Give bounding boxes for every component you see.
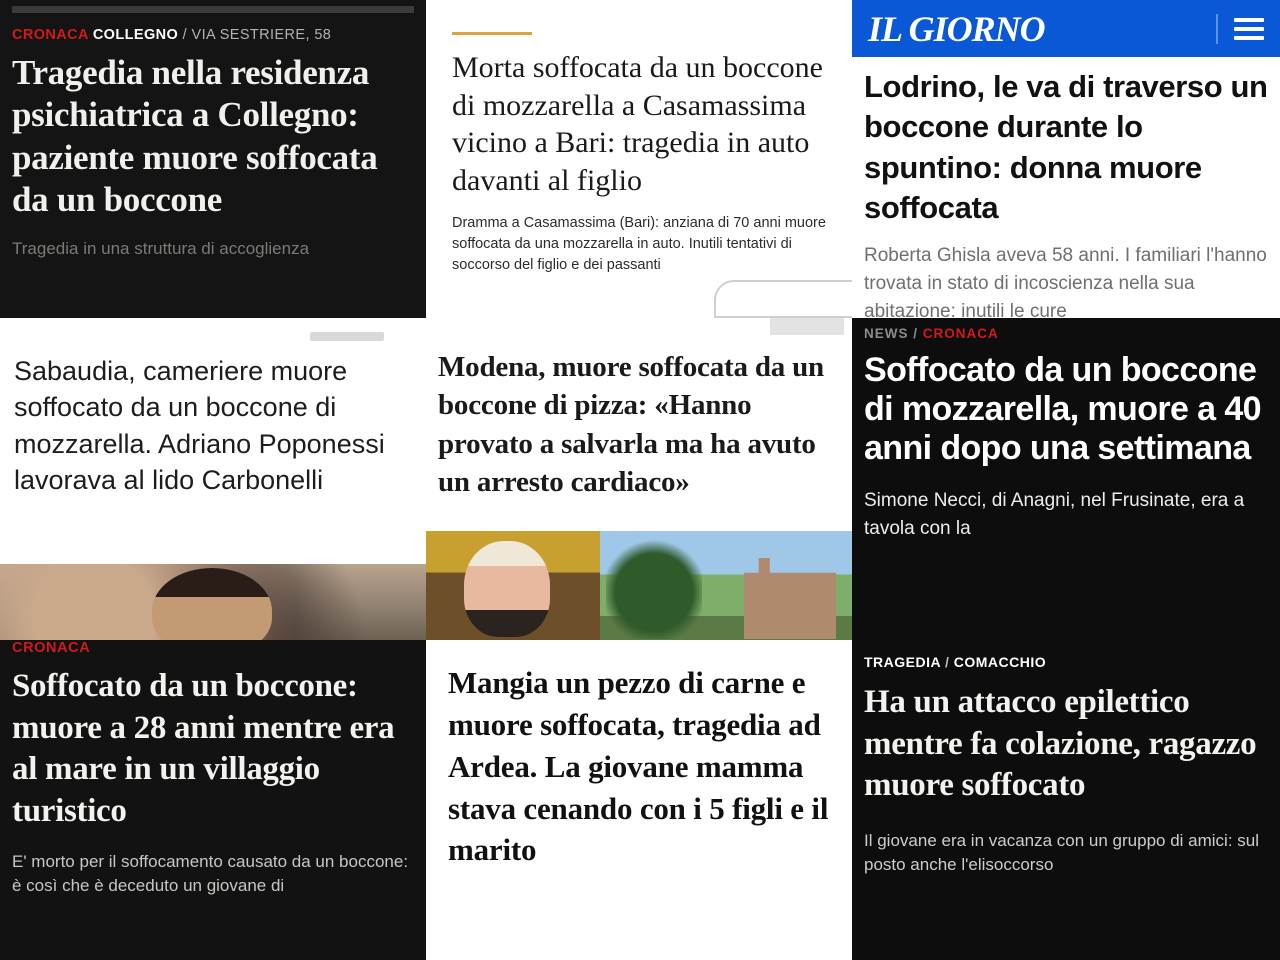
hamburger-menu-icon[interactable] [1234, 18, 1264, 40]
article-kicker: CRONACA [12, 640, 91, 656]
kicker-separator: / [944, 654, 950, 670]
headline[interactable]: Modena, muore soffocata da un boccone di pizza: «Hanno provato a salvarla ma ha avuto un arresto cardiaco» [438, 351, 824, 498]
rounded-panel-corner [714, 280, 852, 318]
top-strip [770, 318, 844, 335]
article-dek: Tragedia in una struttura di accoglienza [12, 239, 310, 259]
article-dek: Simone Necci, di Anagni, nel Frusinate, era a tavola con la [864, 490, 1245, 539]
article-kicker [864, 318, 1268, 341]
kicker-section: CRONACA [12, 27, 89, 43]
kicker-location: COMACCHIO [953, 654, 1047, 670]
article-kicker [864, 640, 1268, 670]
article-kicker [12, 27, 414, 43]
article-card-comacchio[interactable] [852, 640, 1280, 960]
headline[interactable]: Tragedia nella residenza psichiatrica a Collegno: paziente muore soffocata da un boccone [12, 53, 378, 220]
kicker-subsection: CRONACA [922, 326, 999, 341]
headline[interactable]: Lodrino, le va di traverso un boccone durante lo spuntino: donna muore soffocata [864, 69, 1268, 225]
kicker-city: COLLEGNO [92, 27, 179, 43]
photo-subject [152, 568, 272, 640]
article-card-ilgiorno[interactable] [852, 0, 1280, 318]
headline[interactable]: Sabaudia, cameriere muore soffocato da un boccone di mozzarella. Adriano Poponessi lavorava al lido Carbonelli [14, 356, 385, 496]
scroll-indicator [310, 332, 384, 341]
article-photo-strip [426, 531, 852, 640]
kicker-section: TRAGEDIA [864, 654, 941, 670]
article-card-anagni[interactable] [852, 318, 1280, 640]
headline[interactable]: Morta soffocata da un boccone di mozzarella a Casamassima vicino a Bari: tragedia in auto davanti al figlio [452, 51, 823, 197]
article-photo [0, 564, 426, 640]
masthead-divider [1216, 14, 1218, 44]
site-masthead [852, 0, 1280, 57]
article-photo-portrait [426, 531, 600, 640]
accent-rule [452, 32, 532, 35]
article-card-collegno[interactable] [0, 0, 426, 318]
headline[interactable]: Soffocato da un boccone: muore a 28 anni mentre era al mare in un villaggio turistico [12, 668, 395, 829]
article-card-casamassima[interactable] [426, 0, 852, 318]
ilgiorno-logo[interactable]: IL GIORNO [868, 8, 1045, 49]
article-dek: Roberta Ghisla aveva 58 anni. I familiari l'hanno trovata in stato di incoscienza nella sua abitazione: inutili le cure [864, 245, 1267, 318]
article-card-sabaudia[interactable] [0, 318, 426, 640]
kicker-location: VIA SESTRIERE, 58 [191, 27, 332, 43]
headline[interactable]: Ha un attacco epilettico mentre fa colazione, ragazzo muore soffocato [864, 684, 1257, 804]
article-dek: Dramma a Casamassima (Bari): anziana di 70 anni muore soffocata da una mozzarella in auto. Inutili tentativi di soccorso del figlio e dei passanti [452, 215, 826, 274]
article-card-ardea[interactable] [426, 640, 852, 960]
headline[interactable]: Mangia un pezzo di carne e muore soffocata, tragedia ad Ardea. La giovane mamma stava cenando con i 5 figli e il marito [448, 665, 829, 868]
article-dek: E' morto per il soffocamento causato da un boccone: è così che è deceduto un giovane di [12, 852, 409, 896]
article-photo-castle [600, 531, 852, 640]
article-card-modena[interactable] [426, 318, 852, 640]
article-card-villaggio[interactable] [0, 640, 426, 960]
kicker-separator: / [913, 326, 919, 341]
headline[interactable]: Soffocato da un boccone di mozzarella, muore a 40 anni dopo una settimana [864, 351, 1261, 467]
progress-bar [12, 6, 414, 13]
article-dek: Il giovane era in vacanza con un gruppo di amici: sul posto anche l'elisoccorso [864, 830, 1260, 875]
kicker-separator: / [182, 27, 188, 43]
kicker-section: NEWS [864, 326, 909, 341]
